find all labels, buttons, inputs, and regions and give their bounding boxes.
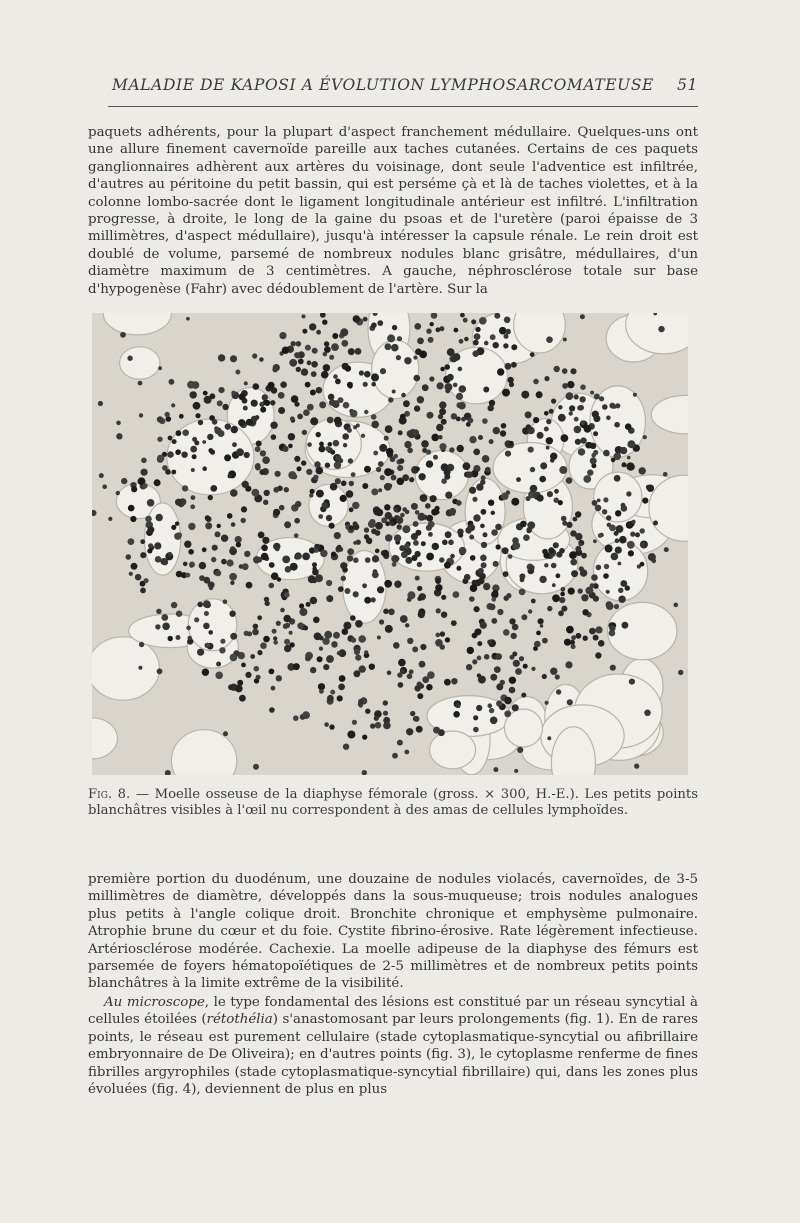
paragraph-3-lead: Au microscope (104, 995, 205, 1010)
figure-caption-text: — Moelle osseuse de la diaphyse fémorale (gross. × 300, H.-E.). Les petits points blanchâtres visibles à l'œil nu correspondent à des amas de cellules lymphoïdes. (88, 787, 698, 818)
paragraph-3-part1: , le type fondamental des lésions est constitué par un réseau syncytial à cellules étoilées ( (88, 995, 698, 1028)
micrograph-image (92, 313, 688, 775)
figure-caption (88, 787, 698, 819)
paragraph-1: paquets adhérents, pour la plupart d'aspect franchement médullaire. Quelques-uns ont une allure finement cavernoïde pareille aux taches cutanées. Certains de ces paquets ganglionnaires adhèrent aux artères du voisinage, dont seule l'adventice est infiltrée, d'autres au péritoine du petit bassin, qui est perséme çà et là de taches violettes, et à la colonne lombo-sacrée dont le ligament longitudinale antérieur est infiltré. L'infiltration progresse, à droite, le long de la gaine du psoas et de l'uretère (paroi épaisse de 3 millimètres, d'aspect médullaire), jusqu'à intéresser la capsule rénale. Le rein droit est doublé de volume, parsemé de nombreux nodules blanc grisâtre, médullaires, d'un diamètre maximum de 3 centimètres. A gauche, néphrosclérose totale sur base d'hypogenèse (Fahr) avec dédoublement de l'artère. Sur la (88, 125, 698, 297)
paragraph-3-term: rétothélia (206, 1012, 273, 1028)
figure-micrograph (92, 313, 688, 775)
running-title: MALADIE DE KAPOSI A ÉVOLUTION LYMPHOSARCOMATEUSE (112, 76, 654, 94)
running-header (112, 76, 698, 94)
figure-label: Fig. 8. (88, 787, 131, 802)
paragraph-3-part2: ) s'anastomosant par leurs prolongements (fig. 1). En de rares points, le réseau est purement cellulaire (stade cytoplasmatique-syncytial ou afibrillaire embryonnaire de De Oliveira); en d'autres points (fig. 3), le cytoplasme renferme de fines fibrilles argyrophiles (stade cytoplasmatique-syncytial fibrillaire) qui, dans les zones plus évoluées (fig. 4), deviennent de plus en plus (88, 1012, 698, 1098)
paragraph-3 (88, 994, 698, 1098)
header-rule (108, 106, 698, 107)
paragraph-2: première portion du duodénum, une douzaine de nodules violacés, cavernoïdes, de 3-5 millimètres de diamètre, développés dans la sous-muqueuse; trois nodules analogues plus petits à l'angle colique droit. Bronchite chronique et emphysème pulmonaire. Atrophie brune du cœur et du foie. Cystite fibrino-érosive. Rate légèrement infectieuse. Artériosclérose modérée. Cachexie. La moelle adipeuse de la diaphyse des fémurs est parsemée de foyers hématopoïétiques de 2-5 millimètres et de nombreux petits points blanchâtres à la limite extrême de la visibilité. (88, 872, 698, 992)
page-number: 51 (677, 76, 698, 94)
